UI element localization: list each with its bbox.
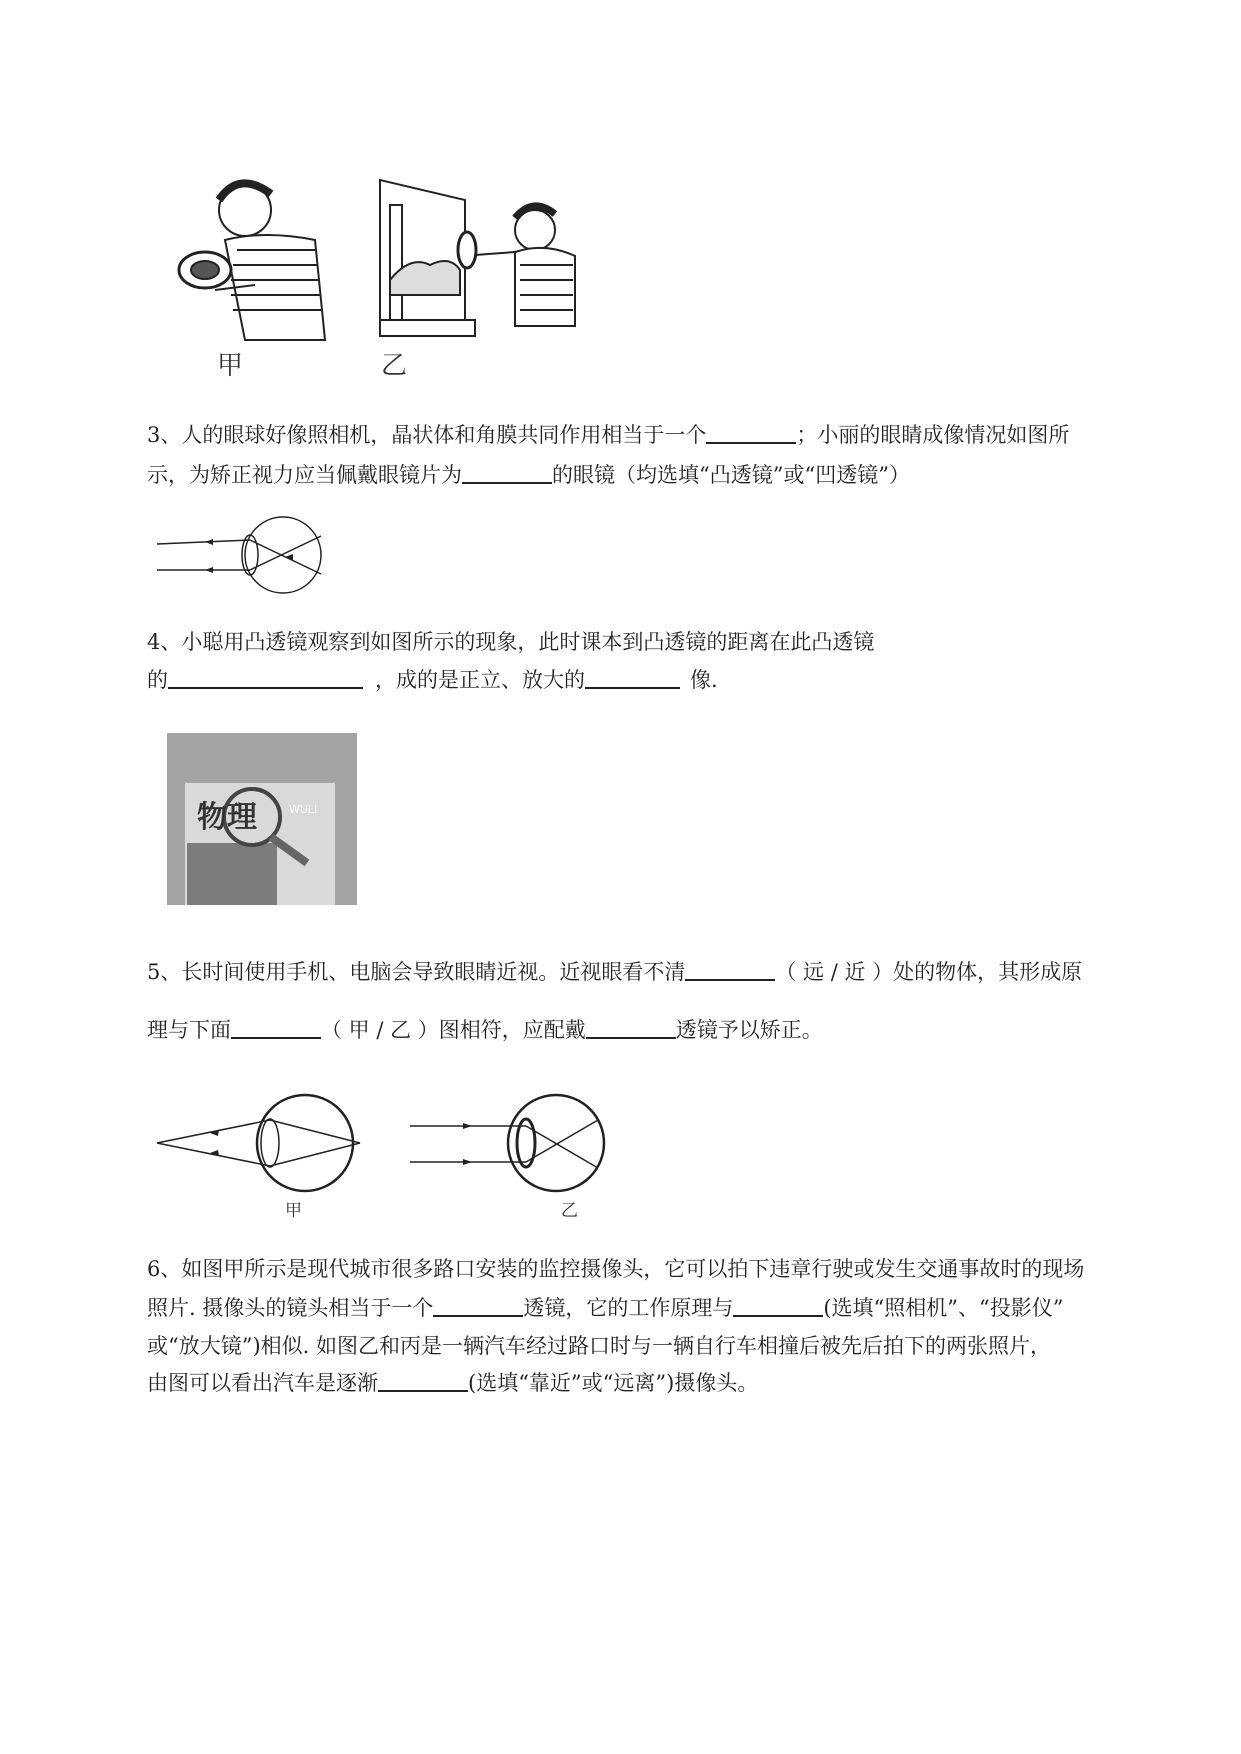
q5-line1-text-a: 5、长时间使用手机、电脑会导致眼睛近视。近视眼看不清 [147, 960, 686, 984]
q6-line1 [147, 1254, 1084, 1284]
q6-line2-text-b: 透镜，它的工作原理与 [523, 1296, 734, 1320]
q6-line2 [147, 1293, 1064, 1323]
q6-blank-2[interactable] [733, 1293, 823, 1317]
q4-line2 [147, 665, 718, 695]
q5-line2-text-a: 理与下面 [147, 1018, 231, 1042]
boy-at-window-drawing [380, 180, 575, 336]
q5-line2-text-b: （ 甲 / 乙 ）图相符，应配戴 [321, 1018, 586, 1042]
q5-line1 [147, 957, 1082, 987]
q4-photo-drawing [167, 733, 357, 905]
q3-line2-text-b: 的眼镜（均选填“凸透镜”或“凹透镜”） [552, 463, 910, 487]
q3-line2 [147, 460, 910, 490]
top-figure-label-yi: 乙 [381, 351, 408, 381]
q4-photo-magnifier-book [167, 733, 357, 905]
q3-blank-2[interactable] [462, 460, 552, 484]
q4-photo-book-title: 物理 [197, 800, 257, 835]
q3-line2-text-a: 示，为矫正视力应当佩戴眼镜片为 [147, 463, 462, 487]
q5-blank-2[interactable] [231, 1015, 321, 1039]
q6-blank-3[interactable] [378, 1368, 468, 1392]
q4-line1 [147, 627, 874, 657]
q5-blank-3[interactable] [586, 1015, 676, 1039]
top-figure-illustration [175, 170, 655, 390]
q6-line3 [147, 1331, 1051, 1361]
q5-blank-1[interactable] [685, 957, 775, 981]
q4-line2-text-c: 像. [690, 668, 718, 692]
top-figure-label-jia: 甲 [217, 351, 244, 381]
q5-line2 [147, 1015, 823, 1045]
boy-with-magnifier-drawing [179, 183, 325, 340]
q5-eye-diagram-yi [408, 1090, 618, 1200]
q5-eye-diagram-jia [155, 1090, 370, 1200]
q3-line1 [147, 420, 1069, 450]
q5-line2-text-c: 透镜予以矫正。 [675, 1018, 823, 1042]
q6-line4-text-b: (选填“靠近”或“远离”)摄像头。 [468, 1371, 759, 1395]
q4-line2-text-b: ，成的是正立、放大的 [375, 668, 585, 692]
q5-line1-text-b: （ 远 / 近 ）处的物体，其形成原 [775, 960, 1083, 984]
q3-blank-1[interactable] [706, 420, 796, 444]
q3-line1-text-a: 3、人的眼球好像照相机，晶状体和角膜共同作用相当于一个 [147, 423, 707, 447]
q4-line2-text-a: 的 [147, 668, 168, 692]
q6-line4-text-a: 由图可以看出汽车是逐渐 [147, 1371, 378, 1395]
q6-line2-text-a: 照片. 摄像头的镜头相当于一个 [147, 1296, 434, 1320]
q5-fig-label-jia: 甲 [285, 1201, 302, 1221]
q3-line1-text-b: ；小丽的眼睛成像情况如图所 [796, 423, 1070, 447]
q4-blank-1[interactable] [168, 665, 363, 689]
q4-blank-2[interactable] [585, 665, 680, 689]
q6-blank-1[interactable] [433, 1293, 523, 1317]
q4-photo-book-small: WULI [289, 803, 318, 816]
q6-line2-text-c: (选填“照相机”、“投影仪” [823, 1296, 1064, 1320]
q6-line3-text: 或“放大镜”)相似. 如图乙和丙是一辆汽车经过路口时与一辆自行车相撞后被先后拍下的两张照片， [147, 1334, 1052, 1358]
q5-fig-label-yi: 乙 [561, 1201, 578, 1221]
q6-line4 [147, 1368, 758, 1398]
q6-line1-text: 6、如图甲所示是现代城市很多路口安装的监控摄像头，它可以拍下违章行驶或发生交通事故时的现场 [147, 1257, 1085, 1281]
q3-eye-diagram [155, 512, 335, 598]
q4-line1-text: 4、小聪用凸透镜观察到如图所示的现象，此时课本到凸透镜的距离在此凸透镜 [147, 630, 875, 654]
